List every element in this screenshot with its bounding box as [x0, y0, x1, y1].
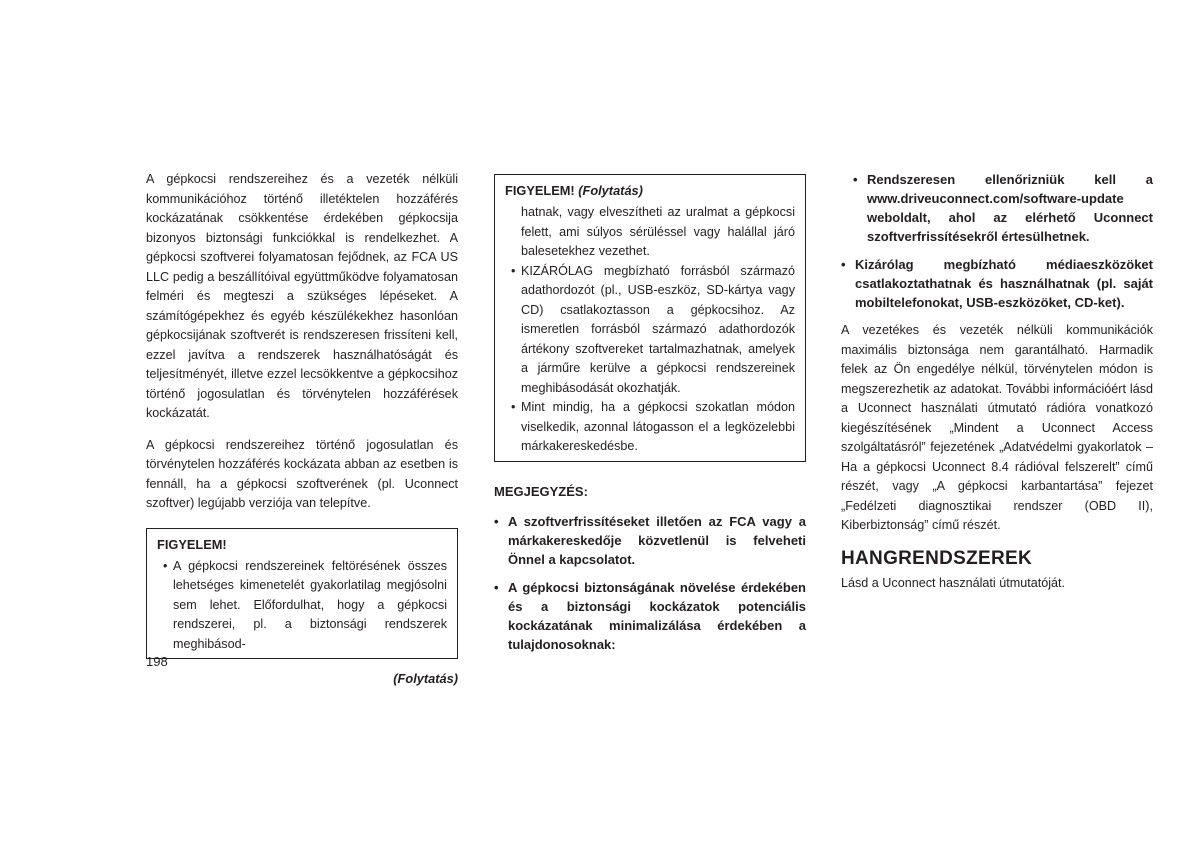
- section-heading: HANGRENDSZEREK: [841, 547, 1033, 569]
- security-paragraph: A vezetékes és vezeték nélküli kommunikációk maximális biztonsága nem garantálható. Harmadik felek az Ön engedélye nélkül, törvénytelen módon is megszerezhetik az adatokat. További információért lásd a Uconnect használati útmutató rádióra vonatkozó kiegészítésének „Mindent a Uconnect Access szolgáltatásról” fejezetének „Adatvédelmi gyakorlatok – Ha a gépkocsi Uconnect 8.4 rádióval felszerelt” című részét, vagy „A gépkocsi karbantartása” fejezet „Fedélzeti diagnosztikai rendszer (OBD II), Kiberbiztonság” című részét.: [841, 323, 1153, 532]
- bullet-icon: •: [163, 558, 168, 573]
- warning-bullet: [505, 398, 795, 457]
- warning-box-continued: [494, 174, 806, 462]
- warning-bullet: [505, 262, 795, 399]
- column-middle: [494, 174, 806, 663]
- owner-bullet: [841, 170, 1153, 246]
- note-bullet-text: A szoftverfrissítéseket illetően az FCA vagy a márkakereskedője közvetlenül is felveheti Önnel a kapcsolatot.: [508, 513, 806, 567]
- warning-box: [146, 528, 458, 660]
- continued-label: (Folytatás): [393, 671, 458, 686]
- bullet-icon: •: [853, 172, 858, 187]
- bullet-icon: •: [841, 257, 846, 272]
- intro-paragraph: A gépkocsi rendszereihez és a vezeték nélküli kommunikációhoz történő illetéktelen hozzáférés kockázatának csökkentése érdekében gépkocsija bizonyos biztonsági funkciókkal is rendelkezhet. A gépkocsi szoftverei folyamatosan fejődnek, az FCA US LLC pedig a beszállítóival együttműködve folyamatosan felméri és megteszi a szükséges lépéseket. A számítógépekhez és egyéb készülékekhez hasonlóan gépkocsijának szoftverét is rendszeresen frissíteni kell, ezzel javítva a rendszerek használhatóságát és teljesítményét, illetve ezzel lecsökkentve a gépkocsihoz történő jogosulatlan és törvénytelen hozzáférések kockázatát.: [146, 172, 458, 420]
- bullet-icon: •: [511, 400, 516, 414]
- warning-bullet-text: KIZÁRÓLAG megbízható forrásból származó adathordozót (pl., USB-eszköz, SD-kártya vagy CD) csatlakoztasson a gépkocsihoz. Az ismeretlen forrásból származó adathordozók ártékony szoftvereket tartalmazhatnak, amelyek a járműre kerülve a gépkocsi rendszereinek meghibásodását okozhatják.: [521, 263, 795, 395]
- warning-title-cont: (Folytatás): [578, 183, 643, 198]
- warning-title-text: FIGYELEM!: [505, 183, 575, 198]
- bullet-icon: •: [511, 263, 516, 278]
- bullet-icon: •: [494, 579, 499, 595]
- warning-bullet: [157, 557, 447, 655]
- column-right: [841, 170, 1153, 605]
- page-number: 198: [146, 654, 168, 669]
- warning-bullet-text: A gépkocsi rendszereinek feltörésének összes lehetséges kimenetelét gyakorlatilag megjósolni sem lehet. Előfordulhat, hogy a gépkocsi rendszerei, pl. a biztonsági rendszerek meghibásod-: [173, 558, 447, 651]
- column-left: [146, 170, 458, 686]
- note-bullet-text: A gépkocsi biztonságának növelése érdekében és a biztonsági kockázatok potenciális kockázatának minimalizálása érdekében a tulajdonosoknak:: [508, 579, 806, 652]
- warning-bullet-text: Mint mindig, ha a gépkocsi szokatlan módon viselkedik, azonnal látogasson el a legközelebbi márkakereskedésbe.: [521, 400, 795, 453]
- warning-title: FIGYELEM!: [157, 536, 227, 552]
- risk-paragraph: A gépkocsi rendszereihez történő jogosulatlan és törvénytelen hozzáférés kockázata abban az esetben is fennáll, ha a gépkocsi szoftverének (pl. Uconnect szoftver) legújabb verziója van telepítve.: [146, 437, 458, 510]
- warning-cont-text: hatnak, vagy elveszítheti az uralmat a gépkocsi felett, ami súlyos sérüléssel vagy halállal járó balesetekhez vezethet.: [521, 205, 795, 258]
- owner-bullet: [841, 255, 1153, 312]
- section-text: Lásd a Uconnect használati útmutatóját.: [841, 575, 1066, 590]
- bullet-icon: •: [494, 513, 499, 529]
- note-title: MEGJEGYZÉS:: [494, 483, 588, 499]
- note-bullet: [494, 578, 806, 654]
- warning-title-continued: [505, 181, 795, 200]
- owner-bullet-text: Kizárólag megbízható médiaeszközöket csatlakoztathatnak és használhatnak (pl. saját mobiltelefonokat, USB-eszközöket, CD-ket).: [855, 257, 1153, 310]
- note-bullet: [494, 512, 806, 569]
- owner-bullet-text: Rendszeresen ellenőrizniük kell a www.driveuconnect.com/software-update weboldalt, ahol az elérhető Uconnect szoftverfrissítésekről értesülhetnek.: [867, 172, 1153, 244]
